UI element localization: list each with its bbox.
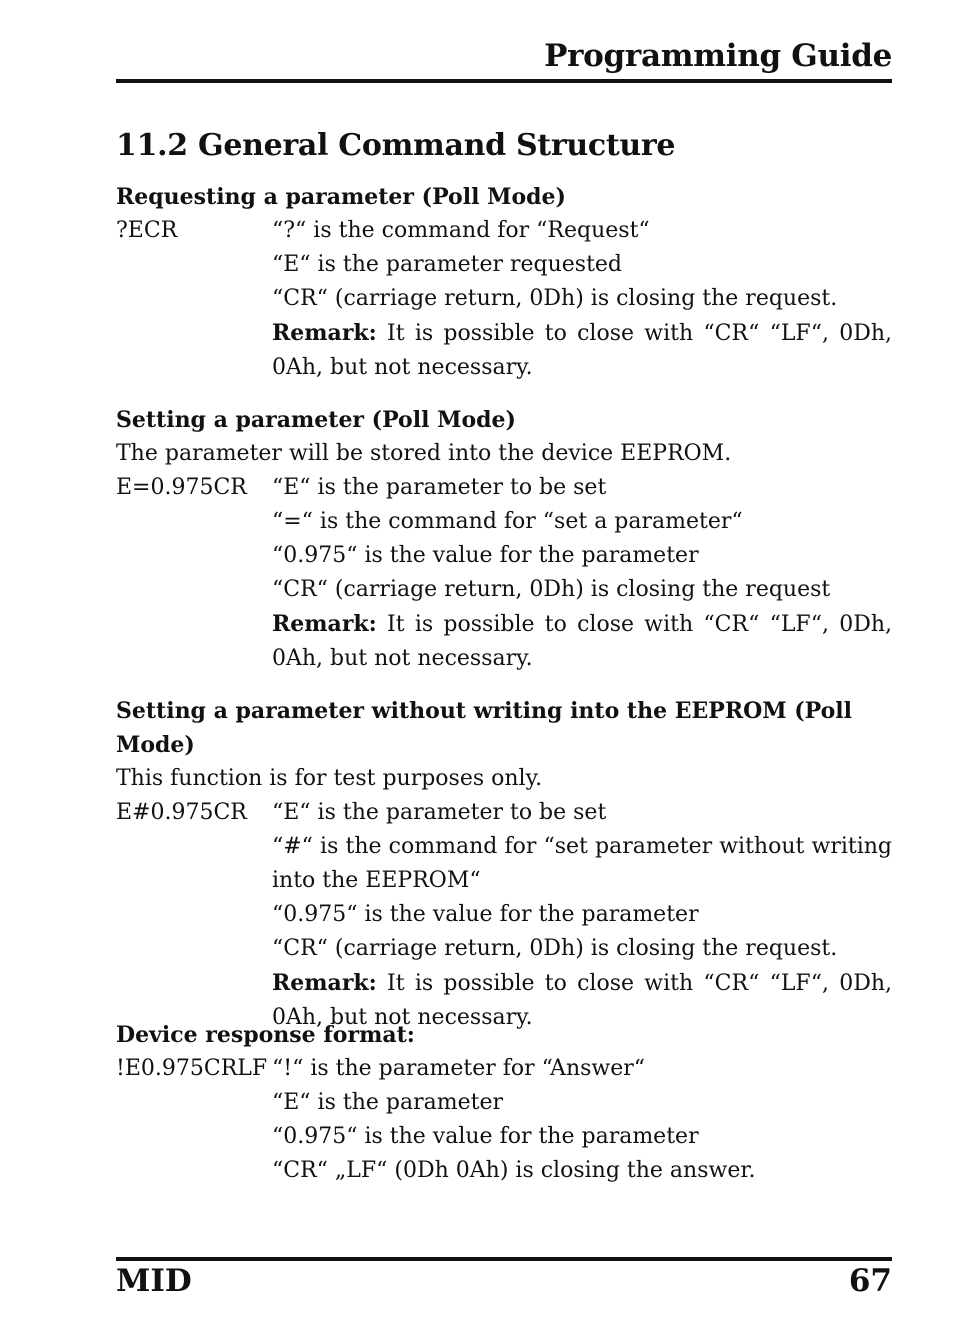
description-line: “!“ is the parameter for “Answer“: [272, 1056, 646, 1081]
remark-text: It is possible to close with “CR“ “LF“, 0Dh, 0Ah, but not necessary.: [272, 321, 892, 380]
description-line: “CR“ (carriage return, 0Dh) is closing the request: [272, 577, 831, 602]
command-row: [116, 796, 892, 1035]
command-description: [272, 796, 892, 1035]
description-line: “0.975“ is the value for the parameter: [272, 543, 699, 568]
intro-text: This function is for test purposes only.: [116, 766, 543, 791]
remark: [272, 607, 892, 676]
running-header: Programming Guide: [544, 38, 892, 74]
command-row: [116, 1052, 892, 1188]
description-line: “E“ is the parameter: [272, 1090, 503, 1115]
description-line: “?“ is the command for “Request“: [272, 218, 650, 243]
description-line: “E“ is the parameter to be set: [272, 475, 607, 500]
remark-label: Remark:: [272, 611, 377, 637]
description-line: “CR“ „LF“ (0Dh 0Ah) is closing the answer.: [272, 1158, 756, 1183]
page-number: 67: [848, 1263, 892, 1299]
remark-text: It is possible to close with “CR“ “LF“, 0Dh, 0Ah, but not necessary.: [272, 612, 892, 671]
intro-text: The parameter will be stored into the device EEPROM.: [116, 441, 732, 466]
section-setting-parameter: [116, 403, 892, 676]
section-setting-parameter-no-eeprom: [116, 694, 892, 1035]
command-row: [116, 471, 892, 676]
remark-text: It is possible to close with “CR“ “LF“, 0Dh, 0Ah, but not necessary.: [272, 971, 892, 1030]
command-code: E#0.975CR: [116, 800, 247, 825]
subheading: Requesting a parameter (Poll Mode): [116, 184, 566, 210]
document-page: [116, 0, 892, 1323]
command-code: E=0.975CR: [116, 475, 247, 500]
remark-label: Remark:: [272, 970, 377, 996]
description-line: “=“ is the command for “set a parameter“: [272, 509, 743, 534]
section-title: 11.2 General Command Structure: [116, 128, 676, 163]
command-code: ?ECR: [116, 218, 178, 243]
section-device-response: [116, 1018, 892, 1188]
subheading: Setting a parameter without writing into the EEPROM (Poll Mode): [116, 698, 853, 758]
command-description: [272, 1052, 892, 1188]
subheading: Device response format:: [116, 1022, 415, 1048]
header-rule: [116, 79, 892, 83]
description-line: “0.975“ is the value for the parameter: [272, 902, 699, 927]
remark-label: Remark:: [272, 320, 377, 346]
description-line: “CR“ (carriage return, 0Dh) is closing the request.: [272, 286, 838, 311]
description-line: “E“ is the parameter to be set: [272, 800, 607, 825]
command-row: [116, 214, 892, 385]
description-line: “CR“ (carriage return, 0Dh) is closing the request.: [272, 936, 838, 961]
subheading: Setting a parameter (Poll Mode): [116, 407, 516, 433]
command-description: [272, 471, 892, 676]
command-code: !E0.975CRLF: [116, 1056, 268, 1081]
description-line: “#“ is the command for “set parameter without writing into the EEPROM“: [272, 834, 892, 893]
footer-rule: [116, 1257, 892, 1261]
description-line: “0.975“ is the value for the parameter: [272, 1124, 699, 1149]
command-description: [272, 214, 892, 385]
description-line: “E“ is the parameter requested: [272, 252, 623, 277]
remark: [272, 316, 892, 385]
section-requesting-parameter: [116, 180, 892, 385]
footer-product-name: MID: [116, 1263, 192, 1299]
